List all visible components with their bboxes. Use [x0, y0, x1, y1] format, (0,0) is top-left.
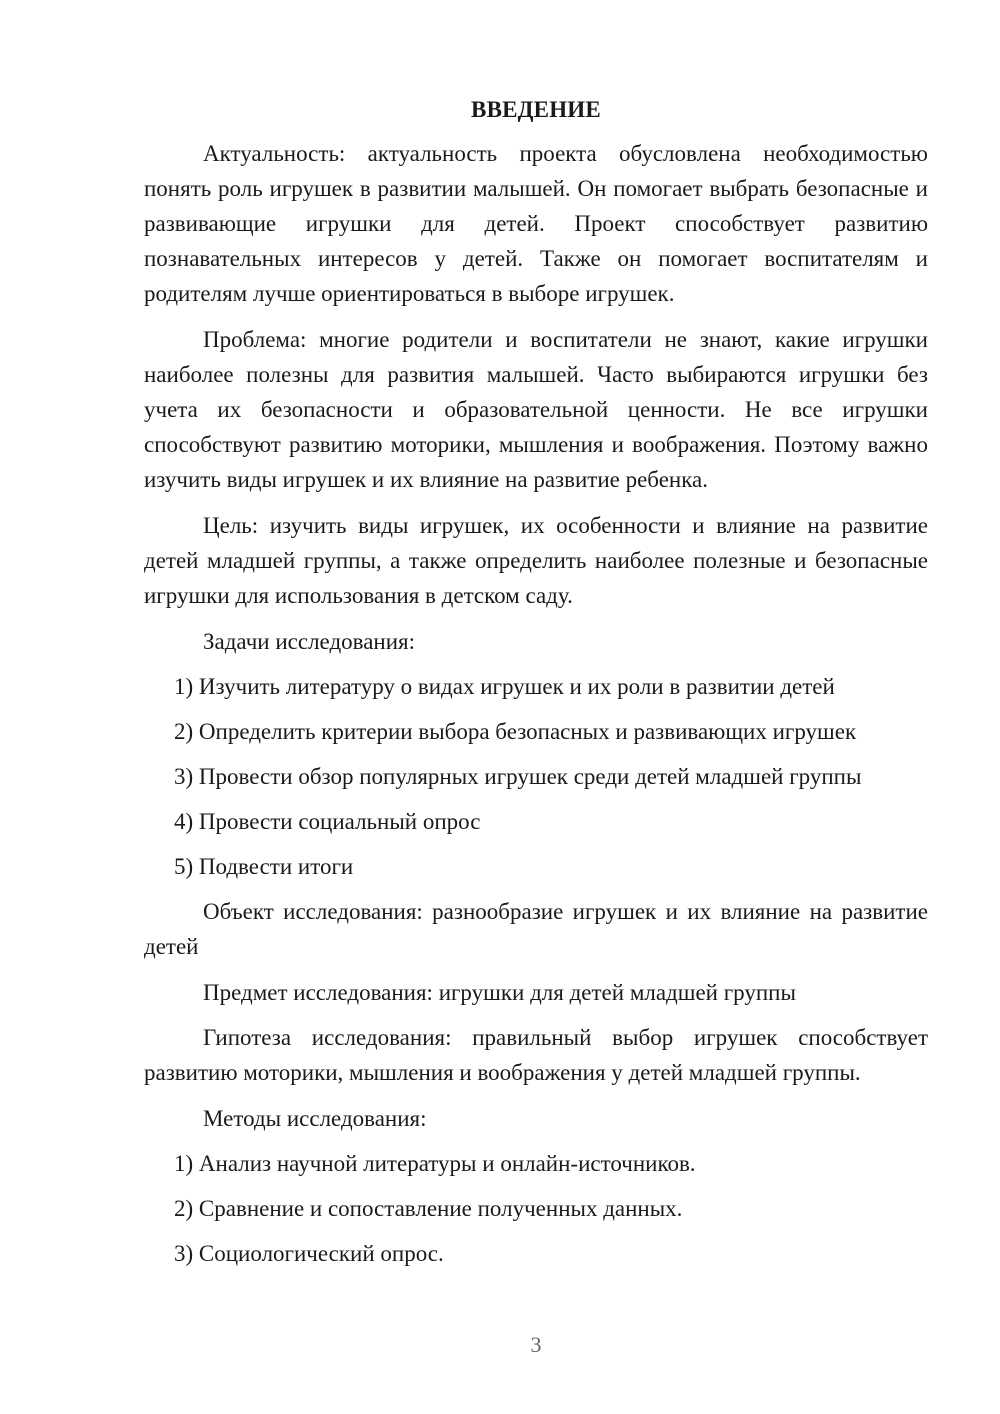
tasks-list: [144, 669, 928, 884]
list-item: 2) Определить критерии выбора безопасных и развивающих игрушек: [174, 719, 857, 744]
list-item: 1) Анализ научной литературы и онлайн-источников.: [174, 1151, 696, 1176]
problem-paragraph: Проблема: многие родители и воспитатели не знают, какие игрушки наиболее полезны для развития малышей. Часто выбираются игрушки без учета их безопасности и образовательной ценности. Не все игрушки способствуют развитию моторики, мышления и воображения. Поэтому важно изучить виды игрушек и их влияние на развитие ребенка.: [144, 327, 928, 492]
methods-title: Методы исследования:: [203, 1106, 427, 1131]
relevance-paragraph: Актуальность: актуальность проекта обусловлена необходимостью понять роль игрушек в развитии малышей. Он помогает выбрать безопасные и развивающие игрушки для детей. Проект способствует развитию познавательных интересов у детей. Также он помогает воспитателям и родителям лучше ориентироваться в выборе игрушек.: [144, 141, 928, 306]
section-heading: ВВЕДЕНИЕ: [471, 97, 601, 122]
list-item: 1) Изучить литературу о видах игрушек и их роли в развитии детей: [174, 674, 835, 699]
list-item: 4) Провести социальный опрос: [174, 809, 481, 834]
list-item: 2) Сравнение и сопоставление полученных данных.: [174, 1196, 683, 1221]
object-paragraph: Объект исследования: разнообразие игрушек и их влияние на развитие детей: [144, 899, 928, 959]
subject-paragraph: Предмет исследования: игрушки для детей младшей группы: [203, 980, 796, 1005]
goal-paragraph: Цель: изучить виды игрушек, их особенности и влияние на развитие детей младшей группы, а также определить наиболее полезные и безопасные игрушки для использования в детском саду.: [144, 513, 928, 608]
hypothesis-paragraph: Гипотеза исследования: правильный выбор игрушек способствует развитию моторики, мышления и воображения у детей младшей группы.: [144, 1025, 928, 1085]
list-item: 3) Провести обзор популярных игрушек среди детей младшей группы: [174, 764, 862, 789]
methods-list: [144, 1146, 928, 1271]
list-item: 5) Подвести итоги: [174, 854, 354, 879]
tasks-title: Задачи исследования:: [203, 629, 416, 654]
page-number: 3: [530, 1332, 542, 1357]
list-item: 3) Социологический опрос.: [174, 1241, 444, 1266]
document-page: [144, 96, 928, 1281]
